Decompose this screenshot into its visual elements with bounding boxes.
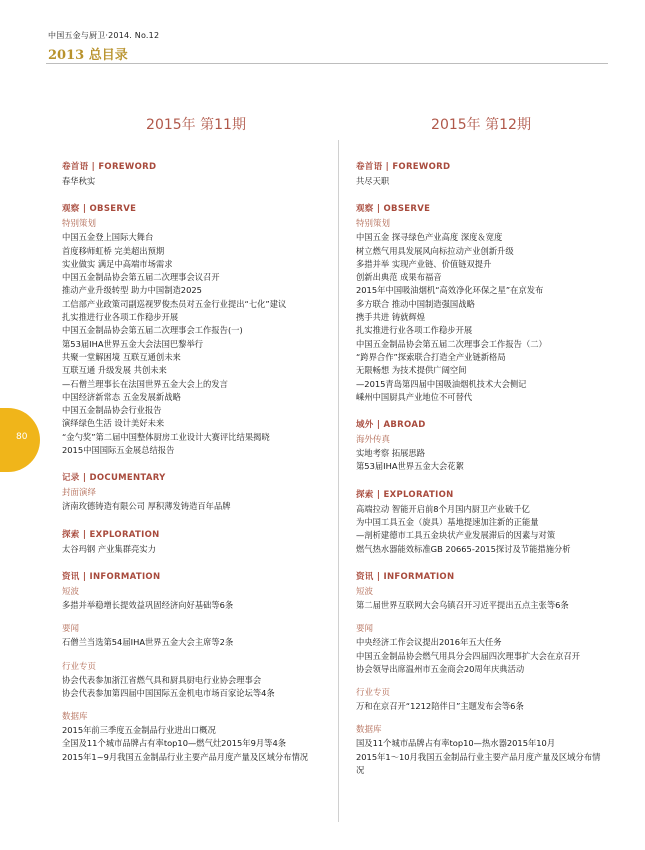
section-heading: 探索 | EXPLORATION bbox=[62, 529, 160, 540]
toc-section bbox=[62, 160, 330, 188]
toc-item[interactable]: 济南玫德铸造有限公司 厚积薄发铸造百年品牌 bbox=[62, 501, 231, 512]
toc-subsection bbox=[356, 686, 606, 713]
page-number: 80 bbox=[16, 432, 28, 442]
subsection-heading: 要闻 bbox=[356, 624, 374, 635]
toc-subsection bbox=[62, 660, 330, 701]
toc-item[interactable]: 燃气热水器能效标准GB 20665-2015探讨及节能措施分析 bbox=[356, 543, 571, 554]
toc-item[interactable]: 协会代表参加第四届中国国际五金机电市场百家论坛等4条 bbox=[62, 687, 275, 698]
toc-item[interactable]: 首度移师虹桥 完美超出预期 bbox=[62, 245, 165, 256]
toc-section bbox=[62, 528, 330, 556]
toc-item[interactable]: 创新出典范 成果布福音 bbox=[356, 272, 442, 283]
toc-item[interactable]: 推动产业升级转型 助力中国制造2025 bbox=[62, 285, 202, 296]
toc-subsection bbox=[62, 710, 330, 764]
toc-item[interactable]: —2015青岛第四届中国吸油烟机技术大会侧记 bbox=[356, 378, 527, 389]
toc-item[interactable]: 国及11个城市品牌占有率top10—热水器2015年10月 bbox=[356, 738, 556, 749]
toc-item[interactable]: 实业做实 满足中高端市场需求 bbox=[62, 258, 173, 269]
toc-subsection bbox=[62, 175, 330, 188]
subsection-heading: 特别策划 bbox=[356, 219, 391, 230]
toc-subsection bbox=[356, 175, 606, 188]
toc-item[interactable]: 树立燃气用具发展风向标拉动产业创新升级 bbox=[356, 245, 514, 256]
toc-section bbox=[62, 471, 330, 513]
toc-item[interactable]: 中国五金制品协会第五届二次理事会议召开 bbox=[62, 272, 220, 283]
toc-subsection bbox=[62, 543, 330, 556]
toc-item[interactable]: 多方联合 推动中国制造强国战略 bbox=[356, 298, 475, 309]
section-heading: 卷首语 | FOREWORD bbox=[62, 162, 157, 172]
toc-item[interactable]: 扎实推进行业各项工作稳步开展 bbox=[356, 325, 473, 336]
toc-item[interactable]: 中国五金制品协会第五届二次理事会工作报告(一) bbox=[62, 325, 243, 336]
toc-item[interactable]: 实地考察 拓展思路 bbox=[356, 448, 426, 459]
subsection-heading: 要闻 bbox=[62, 624, 80, 635]
section-heading: 域外 | ABROAD bbox=[356, 420, 426, 431]
toc-item[interactable]: 互联互通 升级发展 共创未来 bbox=[62, 365, 167, 376]
subsection-heading: 特别策划 bbox=[62, 219, 97, 230]
toc-item[interactable]: “跨界合作”探索联合打造全产业链新格局 bbox=[356, 351, 506, 362]
issue-column-11 bbox=[62, 114, 330, 778]
toc-subsection bbox=[62, 585, 330, 612]
toc-item[interactable]: 协会领导出席温州市五金商会20周年庆典活动 bbox=[356, 663, 525, 674]
toc-item[interactable]: 中国五金制品协会燃气用具分会四届四次理事扩大会在京召开 bbox=[356, 650, 581, 661]
subsection-heading: 海外传真 bbox=[356, 435, 391, 446]
toc-item[interactable]: 中国五金制品协会第五届二次理事会工作报告（二） bbox=[356, 338, 547, 349]
toc-section bbox=[62, 202, 330, 457]
section-heading: 记录 | DOCUMENTARY bbox=[62, 473, 166, 484]
toc-item[interactable]: 万和在京召开“1212陪伴日”主题发布会等6条 bbox=[356, 701, 524, 712]
toc-item[interactable]: 工信部产业政策司副巡视罗俊杰员对五金行业提出“七化”建议 bbox=[62, 298, 287, 309]
toc-subsection bbox=[356, 217, 606, 404]
toc-section bbox=[356, 570, 606, 777]
toc-item[interactable]: —剖析建德市工具五金块状产业发展滞后的因素与对策 bbox=[356, 530, 556, 541]
toc-item[interactable]: 共尽天职 bbox=[356, 176, 390, 186]
toc-item[interactable]: 高端拉动 智能开启前8个月国内厨卫产业破千亿 bbox=[356, 503, 530, 514]
toc-item[interactable]: “金勺奖”第二届中国整体厨房工业设计大赛评比结果揭晓 bbox=[62, 431, 270, 442]
toc-section bbox=[356, 160, 606, 188]
subsection-heading: 行业专页 bbox=[356, 688, 391, 699]
toc-item[interactable]: 第53届IHA世界五金大会花絮 bbox=[356, 461, 464, 472]
toc-subsection bbox=[356, 723, 606, 777]
publication-line: 中国五金与厨卫·2014. No.12 bbox=[48, 31, 160, 40]
toc-item[interactable]: 协会代表参加浙江省燃气具和厨具厨电行业协会理事会 bbox=[62, 674, 262, 685]
toc-item[interactable]: 第53届IHA世界五金大会法国巴黎举行 bbox=[62, 338, 204, 349]
toc-subsection bbox=[62, 486, 330, 513]
section-heading: 卷首语 | FOREWORD bbox=[356, 162, 451, 172]
toc-item[interactable]: 2015年1～10月我国五金制品行业主要产品月度产量及区域分布情况 bbox=[356, 751, 601, 776]
section-heading: 探索 | EXPLORATION bbox=[356, 489, 454, 500]
header-divider bbox=[46, 63, 608, 64]
toc-subsection bbox=[356, 585, 606, 612]
section-heading: 观察 | OBSERVE bbox=[62, 204, 137, 215]
issue-heading: 2015年 第11期 bbox=[146, 117, 246, 133]
toc-item[interactable]: 中国五金登上国际大舞台 bbox=[62, 232, 154, 243]
toc-section bbox=[356, 202, 606, 404]
toc-section bbox=[356, 488, 606, 556]
toc-item[interactable]: 中国五金制品协会行业报告 bbox=[62, 405, 162, 416]
subsection-heading: 行业专页 bbox=[62, 661, 97, 672]
section-heading: 资讯 | INFORMATION bbox=[62, 571, 161, 582]
issue-column-12 bbox=[356, 114, 606, 791]
page-title: 2013 总目录 bbox=[48, 48, 128, 63]
column-divider bbox=[338, 140, 339, 822]
subsection-heading: 封面演绎 bbox=[62, 488, 97, 499]
toc-item[interactable]: 无限畅想 为技术提供广阔空间 bbox=[356, 365, 467, 376]
toc-item[interactable]: 2015年1~9月我国五金制品行业主要产品月度产量及区域分布情况 bbox=[62, 751, 309, 762]
issue-heading: 2015年 第12期 bbox=[431, 117, 531, 133]
subsection-heading: 短波 bbox=[62, 586, 80, 597]
toc-item[interactable]: 太谷玛钢 产业集群亮实力 bbox=[62, 543, 156, 554]
toc-item[interactable]: 演绎绿色生活 设计美好未来 bbox=[62, 418, 165, 429]
subsection-heading: 短波 bbox=[356, 586, 374, 597]
toc-item[interactable]: 2015中国国际五金展总结报告 bbox=[62, 445, 175, 456]
toc-item[interactable]: 扎实推进行业各项工作稳步开展 bbox=[62, 312, 179, 323]
subsection-heading: 数据库 bbox=[62, 712, 88, 723]
toc-subsection bbox=[356, 622, 606, 676]
toc-item[interactable]: 春华秋实 bbox=[62, 176, 96, 186]
toc-item[interactable]: —石僧兰理事长在法国世界五金大会上的发言 bbox=[62, 378, 228, 389]
toc-item[interactable]: 全国及11个城市品牌占有率top10—燃气灶2015年9月等4条 bbox=[62, 738, 287, 749]
toc-item[interactable]: 为中国工具五金（旋具）基地提速加注新的正能量 bbox=[356, 517, 539, 528]
toc-section bbox=[62, 570, 330, 764]
toc-item[interactable]: 第二届世界互联网大会乌镇召开习近平提出五点主张等6条 bbox=[356, 599, 569, 610]
toc-subsection bbox=[356, 503, 606, 556]
toc-item[interactable]: 共聚一堂解困境 互联互通创未来 bbox=[62, 351, 181, 362]
toc-item[interactable]: 中国经济新常态 五金发展新战略 bbox=[62, 391, 181, 402]
toc-item[interactable]: 石僧兰当选第54届IHA世界五金大会主席等2条 bbox=[62, 637, 234, 648]
toc-item[interactable]: 2015年中国吸油烟机“高效净化环保之星”在京发布 bbox=[356, 285, 544, 296]
toc-subsection bbox=[62, 622, 330, 649]
toc-item[interactable]: 中央经济工作会议提出2016年五大任务 bbox=[356, 637, 502, 648]
toc-item[interactable]: 嵊州中国厨具产业地位不可替代 bbox=[356, 391, 473, 402]
toc-item[interactable]: 携手共进 铸就辉煌 bbox=[356, 312, 426, 323]
toc-item[interactable]: 多措并举稳增长提效益巩固经济向好基础等6条 bbox=[62, 599, 234, 610]
toc-subsection bbox=[356, 433, 606, 474]
section-heading: 观察 | OBSERVE bbox=[356, 204, 431, 215]
toc-item[interactable]: 中国五金 探寻绿色产业高度 深度＆宽度 bbox=[356, 232, 503, 243]
toc-item[interactable]: 2015年前三季度五金制品行业进出口概况 bbox=[62, 725, 216, 736]
toc-section bbox=[356, 418, 606, 474]
section-heading: 资讯 | INFORMATION bbox=[356, 571, 455, 582]
subsection-heading: 数据库 bbox=[356, 725, 382, 736]
toc-item[interactable]: 多措并举 实现产业链、价值链双提升 bbox=[356, 258, 492, 269]
toc-subsection bbox=[62, 217, 330, 457]
